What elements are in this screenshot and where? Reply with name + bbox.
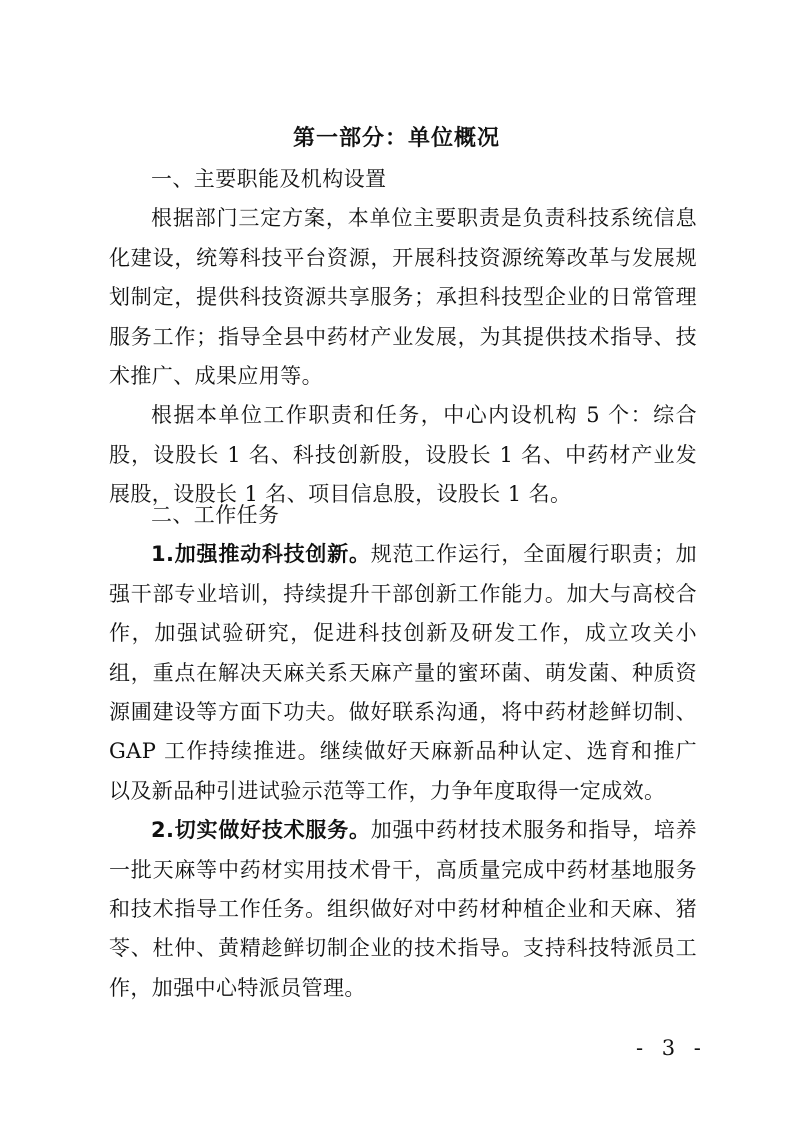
page-title: 第一部分：单位概况 — [292, 125, 500, 151]
task-item-2-lead: 2.切实做好技术服务。 — [151, 818, 371, 843]
page-number: - 3 - — [636, 1036, 707, 1060]
task-item-1 — [109, 535, 697, 811]
task-item-1-text: 规范工作运行，全面履行职责；加强干部专业培训，持续提升干部创新工作能力。加大与高校合作，加强试验研究，促进科技创新及研发工作，成立攻关小组，重点在解决天麻关系天麻产量的蜜环菌、萌发菌、种质资源圃建设等方面下功夫。做好联系沟通，将中药材趁鲜切制、GAP 工作持续推进。继续做好天麻新品种认定、选育和推广以及新品种引进试验示范等工作，力争年度取得一定成效。 — [109, 542, 697, 803]
section-2 — [109, 496, 697, 1008]
section-1-heading: 一、主要职能及机构设置 — [151, 167, 387, 191]
task-item-2 — [109, 811, 697, 1008]
section-1-paragraph-1: 根据部门三定方案，本单位主要职责是负责科技系统信息化建设，统筹科技平台资源，开展科技资源统筹改革与发展规划制定，提供科技资源共享服务；承担科技型企业的日常管理服务工作；指导全县中药材产业发展，为其提供技术指导、技术推广、成果应用等。 — [109, 206, 697, 389]
section-1-paragraph-2: 根据本单位工作职责和任务，中心内设机构 5 个：综合股，设股长 1 名、科技创新股，设股长 1 名、中药材产业发展股，设股长 1 名、项目信息股，设股长 1 名。 — [109, 403, 697, 507]
task-item-1-lead: 1.加强推动科技创新。 — [151, 542, 371, 567]
task-item-2-text: 加强中药材技术服务和指导，培养一批天麻等中药材实用技术骨干，高质量完成中药材基地服务和技术指导工作任务。组织做好对中药材种植企业和天麻、猪苓、杜仲、黄精趁鲜切制企业的技术指导。支持科技特派员工作，加强中心特派员管理。 — [109, 818, 697, 1000]
section-1 — [109, 160, 697, 515]
section-2-heading: 二、工作任务 — [151, 503, 280, 527]
